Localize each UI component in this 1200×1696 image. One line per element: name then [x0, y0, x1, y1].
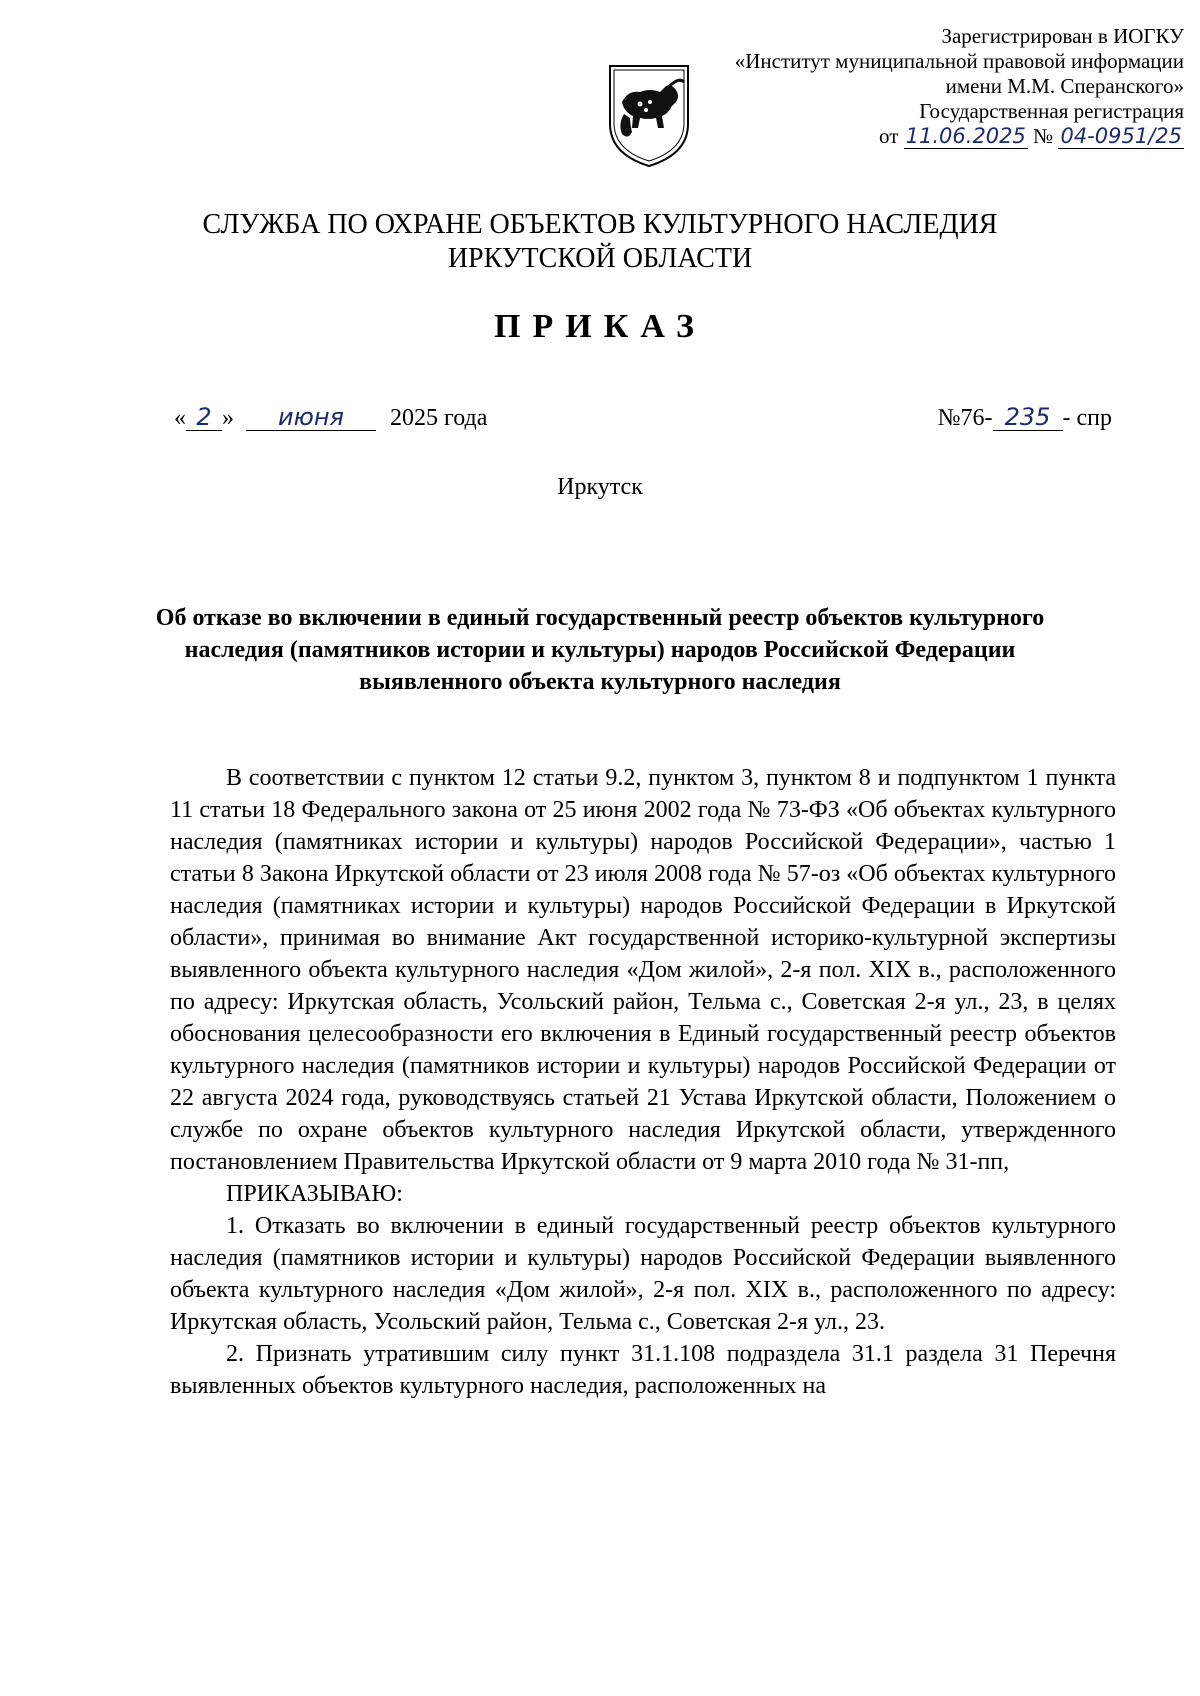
order-date — [174, 404, 487, 432]
registration-date-value: 11.06.2025 — [905, 124, 1026, 148]
organization-line-2: ИРКУТСКОЙ ОБЛАСТИ — [447, 243, 753, 274]
organization-name — [120, 208, 1080, 276]
registration-line-3: имени М.М. Сперанского» — [945, 74, 1184, 98]
organization-line-1: СЛУЖБА ПО ОХРАНЕ ОБЪЕКТОВ КУЛЬТУРНОГО НАСЛЕДИЯ — [202, 209, 998, 240]
number-suffix: - спр — [1062, 405, 1112, 431]
date-month: июня — [246, 404, 376, 431]
irkutsk-coat-of-arms-icon — [606, 62, 692, 170]
order-body — [170, 762, 1116, 1402]
date-close-quote: » — [222, 405, 234, 431]
number-prefix: №76- — [937, 405, 993, 431]
number-value: 235 — [993, 404, 1063, 431]
registration-line-2: «Институт муниципальной правовой информации — [734, 49, 1184, 73]
registration-line-4: Государственная регистрация — [919, 99, 1184, 123]
date-open-quote: « — [174, 405, 186, 431]
registration-number-value: 04-0951/25 — [1060, 124, 1182, 148]
paragraph-item-1: 1. Отказать во включении в единый государственный реестр объектов культурного наследия (памятников истории и культуры) народов Российской Федерации выявленного объекта культурного наследия «Дом жилой», 2-я пол. XIX в., расположенного по адресу: Иркутская область, Усольский район, Тельма с., Советская 2-я ул., 23. — [170, 1213, 1116, 1335]
paragraph-preamble: В соответствии с пунктом 12 статьи 9.2, пунктом 3, пунктом 8 и подпунктом 1 пункта 11 статьи 18 Федерального закона от 25 июня 2002 года № 73-ФЗ «Об объектах культурного наследия (памятниках истории и культуры) народов Российской Федерации», частью 1 статьи 8 Закона Иркутской области от 23 июля 2008 года № 57-оз «Об объектах культурного наследия (памятниках истории и культуры) народов Российской Федерации в Иркутской области», принимая во внимание Акт государственной историко-культурной экспертизы выявленного объекта культурного наследия «Дом жилой», 2-я пол. XIX в., расположенного по адресу: Иркутская область, Усольский район, Тельма с., Советская 2-я ул., 23, в целях обоснования целесообразности его включения в Единый государственный реестр объектов культурного наследия (памятников истории и культуры) народов Российской Федерации от 22 августа 2024 года, руководствуясь статьей 21 Устава Иркутской области, Положением о службе по охране объектов культурного наследия Иркутской области, утвержденного постановлением Правительства Иркутской области от 9 марта 2010 года № 31-пп, — [170, 765, 1116, 1175]
registration-number-prefix: № — [1033, 124, 1054, 148]
registration-line-1: Зарегистрирован в ИОГКУ — [941, 24, 1184, 48]
order-number — [938, 404, 1112, 432]
order-title: ПРИКАЗ — [494, 308, 706, 345]
paragraph-item-2: 2. Признать утратившим силу пункт 31.1.108 подраздела 31.1 раздела 31 Перечня выявленных объектов культурного наследия, расположенных на — [170, 1341, 1116, 1399]
registration-date-number — [624, 124, 1184, 149]
date-year: 2025 года — [390, 405, 488, 431]
paragraph-order-word: ПРИКАЗЫВАЮ: — [226, 1181, 403, 1207]
order-heading: Об отказе во включении в единый государственный реестр объектов культурного наследия (памятников истории и культуры) народов Российской Федерации выявленного объекта культурного наследия — [155, 605, 1045, 695]
date-day: 2 — [186, 404, 222, 431]
registration-date-prefix: от — [879, 124, 899, 148]
city: Иркутск — [557, 474, 643, 500]
registration-stamp — [624, 24, 1184, 149]
